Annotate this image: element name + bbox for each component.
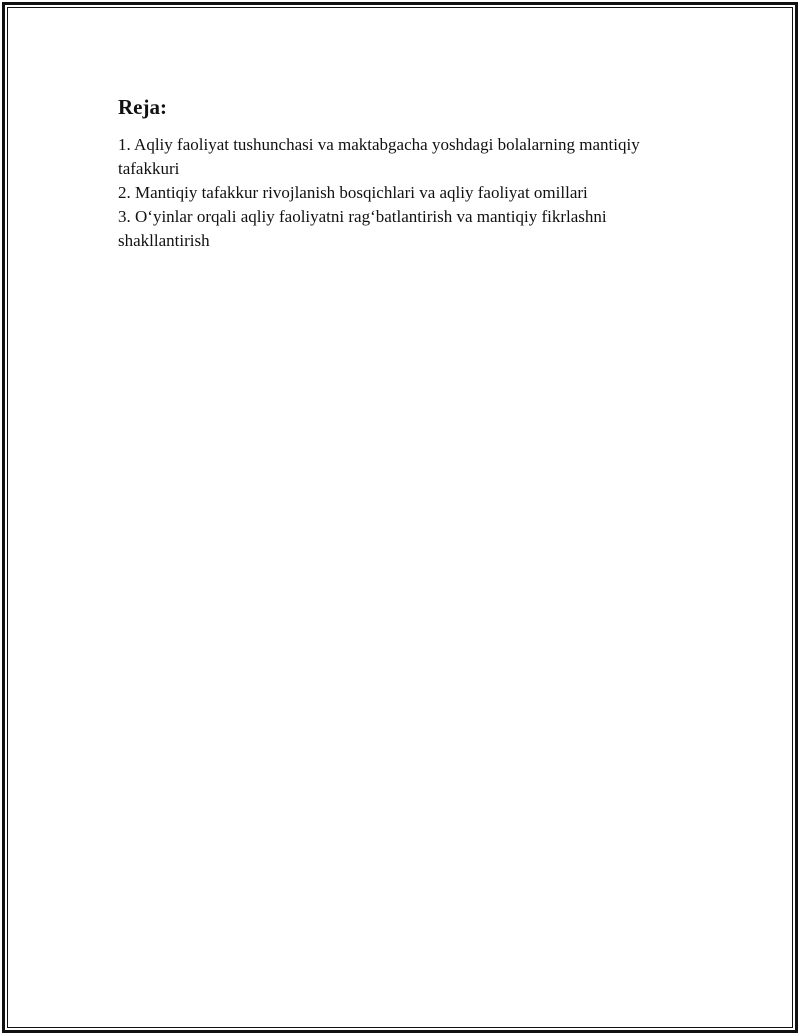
plan-list [118, 133, 698, 253]
document-content [118, 93, 698, 253]
plan-item-2: 2. Mantiqiy tafakkur rivojlanish bosqichlari va aqliy faoliyat omillari [118, 183, 588, 202]
plan-item-1: 1. Aqliy faoliyat tushunchasi va maktabgacha yoshdagi bolalarning mantiqiy tafakkuri [118, 135, 640, 178]
plan-heading: Reja: [118, 95, 167, 119]
plan-item-3: 3. O‘yinlar orqali aqliy faoliyatni rag‘batlantirish va mantiqiy fikrlashni shakllantirish [118, 207, 607, 250]
